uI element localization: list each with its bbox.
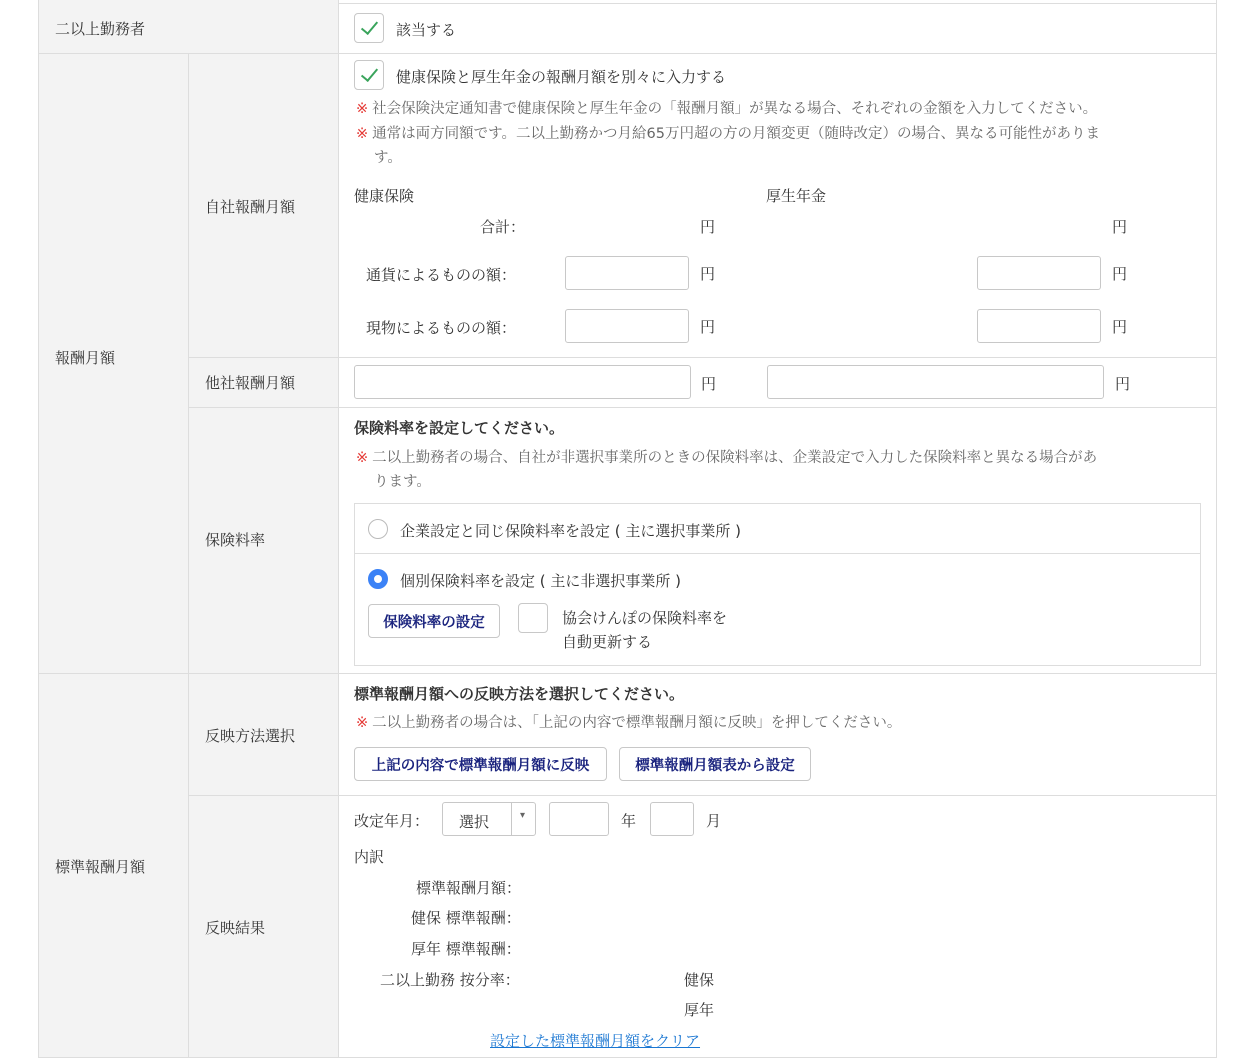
jisha-note-2-cont: す。 bbox=[374, 150, 402, 166]
rate-note-cont: ります。 bbox=[374, 474, 431, 490]
cash-label: 通貨によるものの額： bbox=[366, 266, 517, 284]
check-icon bbox=[361, 64, 378, 82]
separate-input-checkbox[interactable] bbox=[354, 60, 384, 90]
tasha-kenpo-yen: 円 bbox=[701, 375, 717, 393]
revision-label: 改定年月： bbox=[354, 812, 430, 830]
kind-label: 現物によるものの額： bbox=[366, 319, 517, 337]
breakdown-label: 内訳 bbox=[354, 848, 385, 866]
tasha-label: 他社報酬月額 bbox=[205, 374, 296, 392]
std-monthly-label: 標準報酬月額： bbox=[416, 879, 522, 897]
kenpo-cash-input[interactable] bbox=[565, 256, 689, 290]
revision-select-value: 選択 bbox=[459, 813, 490, 831]
kousei-kind-input[interactable] bbox=[977, 309, 1101, 343]
nijo-label: 二以上勤務者 bbox=[55, 20, 146, 38]
rate-option-company-radio[interactable] bbox=[368, 519, 388, 539]
rate-setting-button[interactable]: 保険料率の設定 bbox=[368, 604, 500, 638]
revision-select[interactable] bbox=[442, 802, 536, 836]
total-label: 合計： bbox=[480, 218, 526, 236]
rate-option-individual-label[interactable]: 個別保険料率を設定 ( 主に非選択事業所 ) bbox=[400, 572, 682, 590]
rate-option-company-label[interactable]: 企業設定と同じ保険料率を設定 ( 主に選択事業所 ) bbox=[400, 522, 742, 540]
result-label: 反映結果 bbox=[205, 919, 266, 937]
kenpo-total-yen: 円 bbox=[700, 218, 716, 236]
auto-update-label-2[interactable]: 自動更新する bbox=[562, 633, 653, 651]
auto-update-label-1[interactable]: 協会けんぽの保険料率を bbox=[562, 609, 728, 627]
kenpo-cash-yen: 円 bbox=[700, 265, 716, 283]
rate-heading: 保険料率を設定してください。 bbox=[354, 419, 565, 437]
kenpo-std-label: 健保 標準報酬： bbox=[411, 909, 521, 927]
kenpo-kind-input[interactable] bbox=[565, 309, 689, 343]
ratio-kenpo-label: 健保 bbox=[684, 971, 715, 989]
method-heading: 標準報酬月額への反映方法を選択してください。 bbox=[354, 685, 685, 703]
kousei-cash-yen: 円 bbox=[1112, 265, 1128, 283]
rate-option-individual-radio[interactable] bbox=[368, 569, 388, 589]
kousei-std-label: 厚年 標準報酬： bbox=[411, 940, 521, 958]
standard-label: 標準報酬月額 bbox=[55, 858, 146, 876]
revision-year-input[interactable] bbox=[549, 802, 609, 836]
nijo-checkbox[interactable] bbox=[354, 13, 384, 43]
auto-update-checkbox[interactable] bbox=[518, 603, 548, 633]
caret-down-icon: ▾ bbox=[520, 810, 526, 821]
reflect-above-button[interactable]: 上記の内容で標準報酬月額に反映 bbox=[354, 747, 607, 781]
month-unit: 月 bbox=[706, 812, 722, 830]
kousei-kind-yen: 円 bbox=[1112, 318, 1128, 336]
jisha-note-1: ※ 社会保険決定通知書で健康保険と厚生年金の「報酬月額」が異なる場合、それぞれの金額を入力してください。 bbox=[356, 101, 1098, 117]
tasha-kenpo-input[interactable] bbox=[354, 365, 691, 399]
rate-note: ※ 二以上勤務者の場合、自社が非選択事業所のときの保険料率は、企業設定で入力した保険料率と異なる場合があ bbox=[356, 450, 1098, 466]
check-icon bbox=[361, 17, 378, 35]
separate-input-label[interactable]: 健康保険と厚生年金の報酬月額を別々に入力する bbox=[396, 68, 727, 86]
col-kenpo-header: 健康保険 bbox=[354, 187, 415, 205]
ratio-label: 二以上勤務 按分率： bbox=[380, 971, 520, 989]
col-kousei-header: 厚生年金 bbox=[766, 187, 827, 205]
jisha-note-2: ※ 通常は両方同額です。二以上勤務かつ月給65万円超の方の月額変更（随時改定）の場合、異なる可能性がありま bbox=[356, 126, 1100, 142]
year-unit: 年 bbox=[621, 812, 637, 830]
kenpo-kind-yen: 円 bbox=[700, 318, 716, 336]
jisha-label: 自社報酬月額 bbox=[205, 198, 296, 216]
kousei-cash-input[interactable] bbox=[977, 256, 1101, 290]
tasha-kousei-input[interactable] bbox=[767, 365, 1104, 399]
ratio-kousei-label: 厚年 bbox=[684, 1001, 715, 1019]
nijo-checkbox-label[interactable]: 該当する bbox=[396, 21, 457, 39]
rate-label: 保険料率 bbox=[205, 531, 266, 549]
tasha-kousei-yen: 円 bbox=[1115, 375, 1131, 393]
revision-month-input[interactable] bbox=[650, 802, 694, 836]
houshu-label: 報酬月額 bbox=[55, 349, 116, 367]
row-houshu-sub-cell bbox=[188, 53, 338, 673]
clear-standard-link[interactable]: 設定した標準報酬月額をクリア bbox=[490, 1032, 701, 1050]
method-note: ※ 二以上勤務者の場合は、「上記の内容で標準報酬月額に反映」を押してください。 bbox=[356, 715, 902, 731]
set-from-table-button[interactable]: 標準報酬月額表から設定 bbox=[619, 747, 811, 781]
kousei-total-yen: 円 bbox=[1112, 218, 1128, 236]
method-label: 反映方法選択 bbox=[205, 727, 296, 745]
